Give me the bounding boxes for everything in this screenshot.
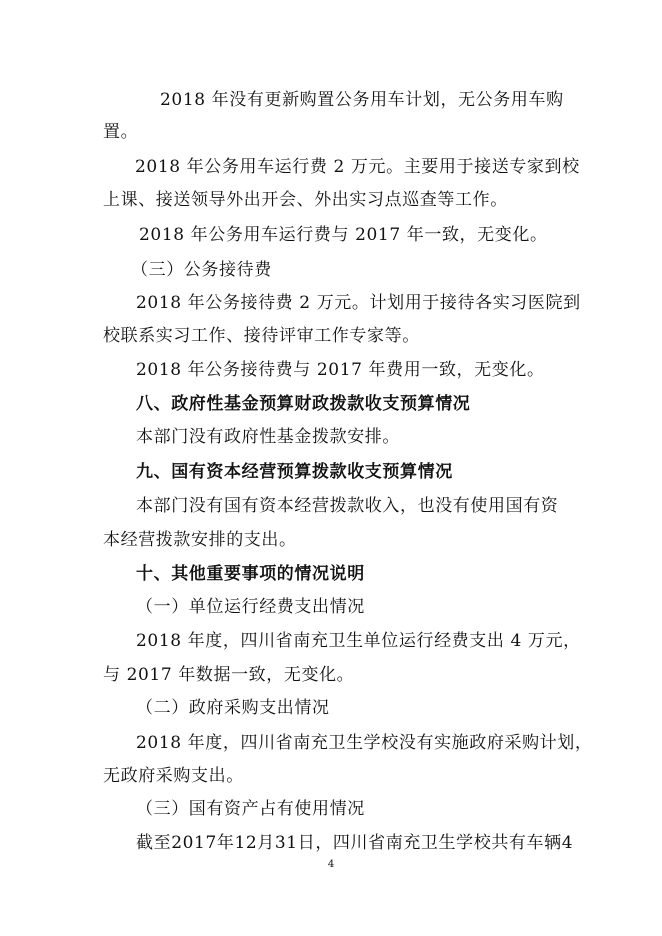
paragraph-line: 2018 年公务用车运行费与 2017 年一致，无变化。	[139, 225, 548, 245]
paragraph-line: 本部门没有国有资本经营拨款收入，也没有使用国有资	[136, 496, 559, 516]
paragraph-line: 上课、接送领导外出开会、外出实习点巡查等工作。	[103, 190, 508, 210]
paragraph-line: 2018 年度，四川省南充卫生学校没有实施政府采购计划，	[136, 733, 593, 753]
paragraph-line: 2018 年没有更新购置公务用车计划，无公务用车购	[160, 90, 564, 110]
paragraph-line: 2018 年公务接待费与 2017 年费用一致，无变化。	[136, 360, 545, 380]
paragraph-line: 置。	[103, 122, 139, 142]
paragraph-line: 2018 年度，四川省南充卫生单位运行经费支出 4 万元，	[136, 631, 581, 651]
section-heading: 八、政府性基金预算财政拨款收支预算情况	[136, 394, 471, 414]
page-number: 4	[327, 859, 335, 870]
paragraph-line: 本部门没有政府性基金拨款安排。	[136, 427, 400, 447]
paragraph-line: 校联系实习工作、接待评审工作专家等。	[103, 326, 420, 346]
section-subheading: （二）政府采购支出情况	[136, 698, 330, 718]
section-heading: 十、其他重要事项的情况说明	[136, 564, 365, 584]
paragraph-line: 与 2017 年数据一致，无变化。	[103, 665, 355, 685]
section-heading: 九、国有资本经营预算拨款收支预算情况	[136, 462, 453, 482]
paragraph-line: 截至2017年12月31日，四川省南充卫生学校共有车辆4	[136, 833, 574, 853]
paragraph-line: 本经营拨款安排的支出。	[103, 530, 297, 550]
paragraph-line: 2018 年公务接待费 2 万元。计划用于接待各实习医院到	[136, 293, 581, 313]
paragraph-line: 2018 年公务用车运行费 2 万元。主要用于接送专家到校	[135, 157, 580, 177]
section-subheading: （三）国有资产占有使用情况	[136, 799, 365, 819]
section-subheading: （一）单位运行经费支出情况	[136, 597, 365, 617]
paragraph-line: 无政府采购支出。	[103, 766, 244, 786]
section-subheading: （三）公务接待费	[131, 260, 272, 280]
